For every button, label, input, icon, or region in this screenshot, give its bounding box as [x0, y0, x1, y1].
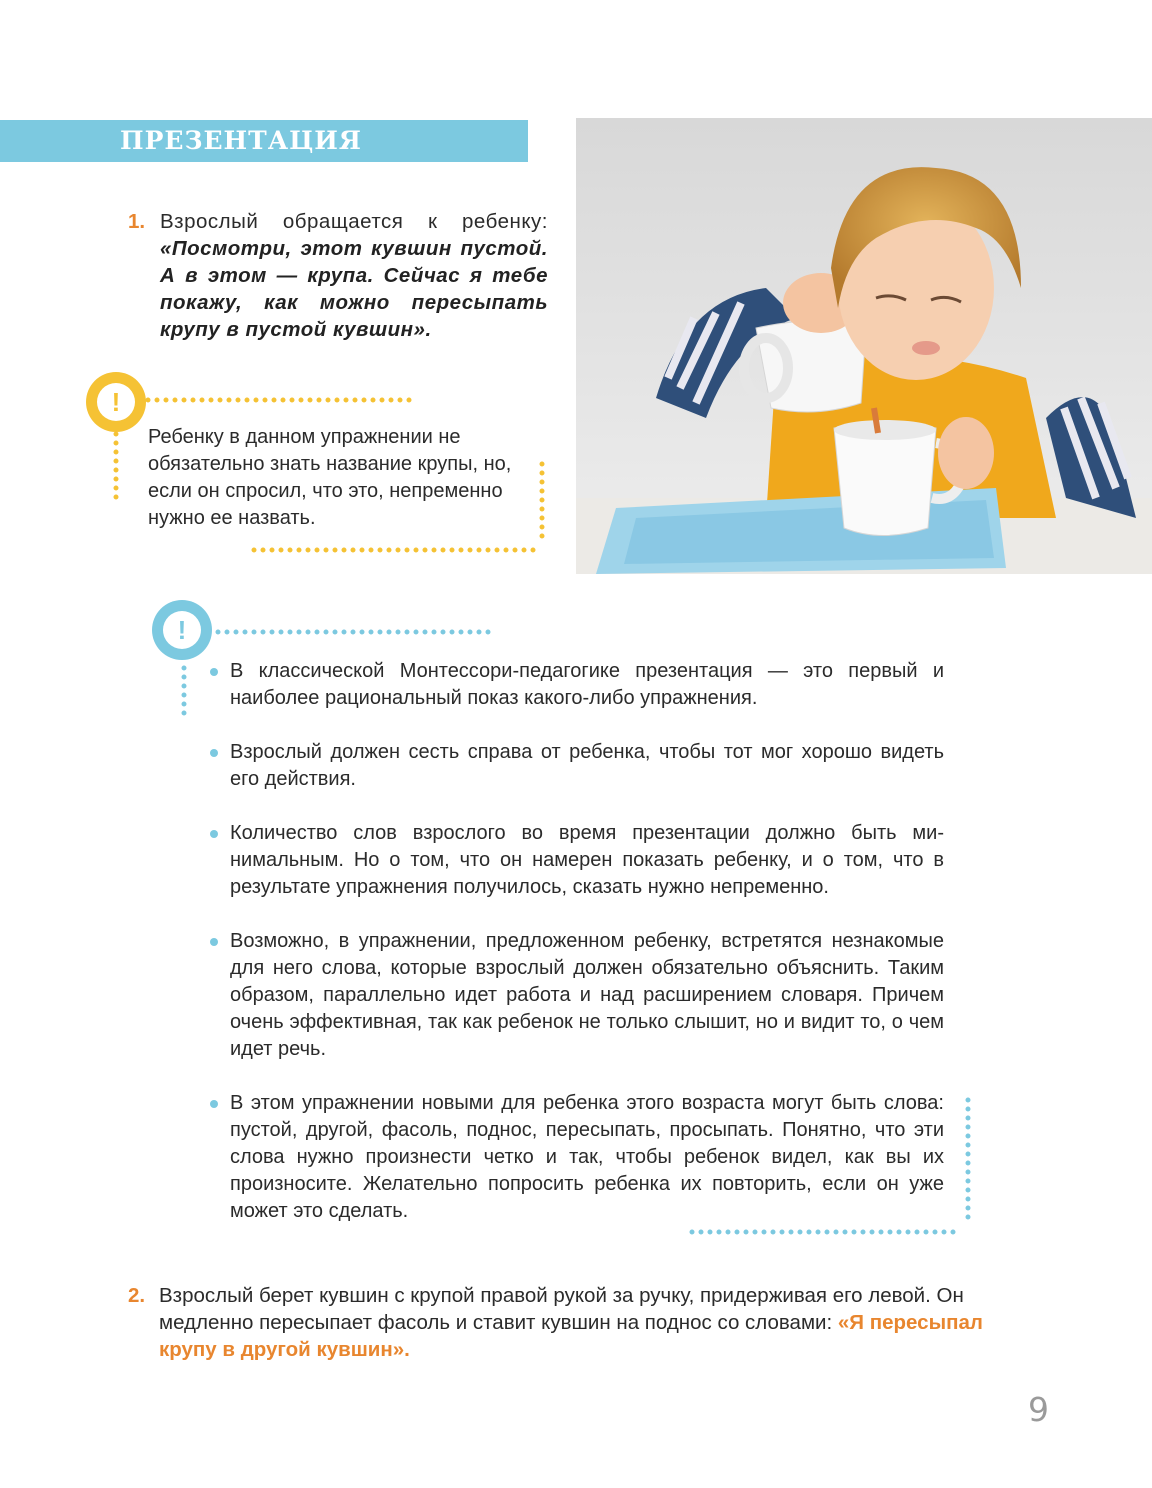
note-yellow — [86, 372, 556, 562]
exclamation-badge — [86, 372, 146, 432]
bullet-item: Взрослый должен сесть справа от ребенка, чтобы тот мог хорошо видеть его действия. — [210, 739, 944, 793]
bullet-item: В этом упражнении новыми для ребенка этого возраста могут быть слова: пустой, другой, фасоль, поднос, пересыпать, просыпать. Понятно, что эти слова нужно произнести четко и так, чтобы ребенок видел, как вы их произносите. Желательно попросить ребенка их повторить, если он уже может это сделать. — [210, 1090, 944, 1225]
exclamation-icon: ! — [97, 383, 135, 421]
bullet-item: В классической Монтессори-педагогике презентация — это первый и наиболее рациональный показ какого-либо упражнения. — [210, 658, 944, 712]
bullet-item: Количество слов взрослого во время презентации должно быть минимальным. Но о том, что он намерен показать ребенку, и о том, что в результате упражнения получилось, сказать нужно непременно. — [210, 820, 944, 901]
step-number: 1. — [128, 210, 146, 233]
step-1 — [128, 208, 548, 343]
step-quote: «Посмотри, этот кувшин пустой. А в этом — крупа. Сейчас я тебе покажу, как можно пересыпать крупу в пустой кувшин». — [160, 237, 548, 341]
bullet-item: Возможно, в упражнении, предложенном ребенку, встретятся незнакомые для него слова, которые взрослый должен обязательно объяснить. Таким образом, параллельно идет работа и над расширением словаря. Причем очень эффективная, так как ребенок не только слышит, но и видит то, о чем идет речь. — [210, 928, 944, 1063]
step-2 — [128, 1282, 1036, 1363]
child-pouring-photo — [576, 118, 1152, 574]
step-body — [159, 1282, 1036, 1363]
bullet-list — [210, 658, 944, 1252]
step-number: 2. — [128, 1284, 146, 1307]
photo-illustration — [576, 118, 1152, 574]
note-blue — [152, 600, 982, 1242]
step-text: Взрослый берет кувшин с крупой правой рукой за ручку, придерживая его левой. Он медленно пересыпает фасоль и ставит кувшин на поднос со словами: — [159, 1284, 964, 1334]
section-banner — [0, 120, 528, 162]
exclamation-badge — [152, 600, 212, 660]
page-number: 9 — [1028, 1390, 1049, 1429]
exclamation-icon: ! — [163, 611, 201, 649]
note-text: Ребенку в данном упражнении не обязательно знать название крупы, но, если он спросил, что это, непременно нужно ее назвать. — [148, 426, 512, 529]
step-quote: «Я пересыпал крупу в другой кувшин». — [159, 1311, 983, 1361]
section-title: ПРЕЗЕНТАЦИЯ — [120, 126, 362, 155]
step-body — [160, 208, 548, 343]
step-intro: Взрослый обращается к ребенку: — [160, 210, 548, 233]
